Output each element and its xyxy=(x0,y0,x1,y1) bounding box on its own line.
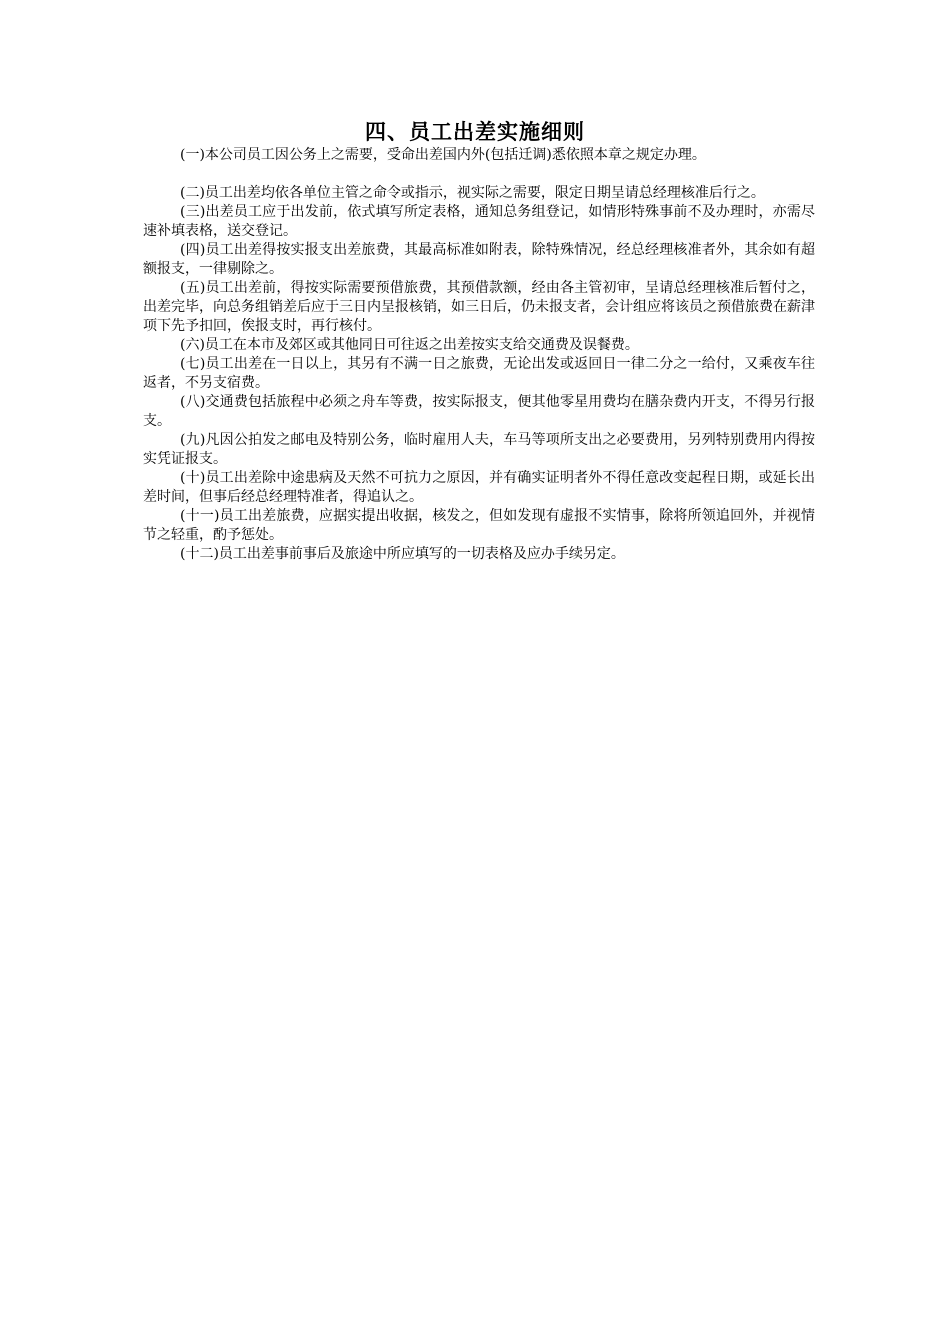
clause-2: (二)员工出差均依各单位主管之命令或指示，视实际之需要，限定日期呈请总经理核准后行之。 xyxy=(180,185,765,201)
clause-12: (十二)员工出差事前事后及旅途中所应填写的一切表格及应办手续另定。 xyxy=(180,546,625,562)
clause-1: (一)本公司员工因公务上之需要，受命出差国内外(包括迁调)悉依照本章之规定办理。 xyxy=(180,147,706,163)
document-title: 四、员工出差实施细则 xyxy=(365,120,585,144)
clause-6: (六)员工在本市及郊区或其他同日可往返之出差按实支给交通费及误餐费。 xyxy=(180,337,639,353)
clause-11: (十一)员工出差旅费，应据实提出收据，核发之，但如发现有虚报不实情事，除将所领追回外，并视情节之轻重，酌予惩处。 xyxy=(143,508,815,543)
clause-9: (九)凡因公拍发之邮电及特别公务，临时雇用人夫，车马等项所支出之必要费用，另列特别费用内得按实凭证报支。 xyxy=(143,432,815,467)
clause-3: (三)出差员工应于出发前，依式填写所定表格，通知总务组登记，如情形特殊事前不及办理时，亦需尽速补填表格，送交登记。 xyxy=(143,204,815,239)
clause-10: (十)员工出差除中途患病及天然不可抗力之原因，并有确实证明者外不得任意改变起程日期，或延长出差时间，但事后经总经理特准者，得追认之。 xyxy=(143,470,815,505)
document-body xyxy=(143,146,815,564)
clause-4: (四)员工出差得按实报支出差旅费，其最高标准如附表，除特殊情况，经总经理核准者外，其余如有超额报支，一律剔除之。 xyxy=(143,242,815,277)
clause-5: (五)员工出差前，得按实际需要预借旅费，其预借款额，经由各主管初审，呈请总经理核准后暂付之，出差完毕，向总务组销差后应于三日内呈报核销，如三日后，仍未报支者，会计组应将该员之预借旅费在薪津项下先予扣回，俟报支时，再行核付。 xyxy=(143,280,815,334)
clause-8: (八)交通费包括旅程中必须之舟车等费，按实际报支，便其他零星用费均在膳杂费内开支，不得另行报支。 xyxy=(143,394,815,429)
clause-7: (七)员工出差在一日以上，其另有不满一日之旅费，无论出发或返回日一律二分之一给付，又乘夜车往返者，不另支宿费。 xyxy=(143,356,815,391)
